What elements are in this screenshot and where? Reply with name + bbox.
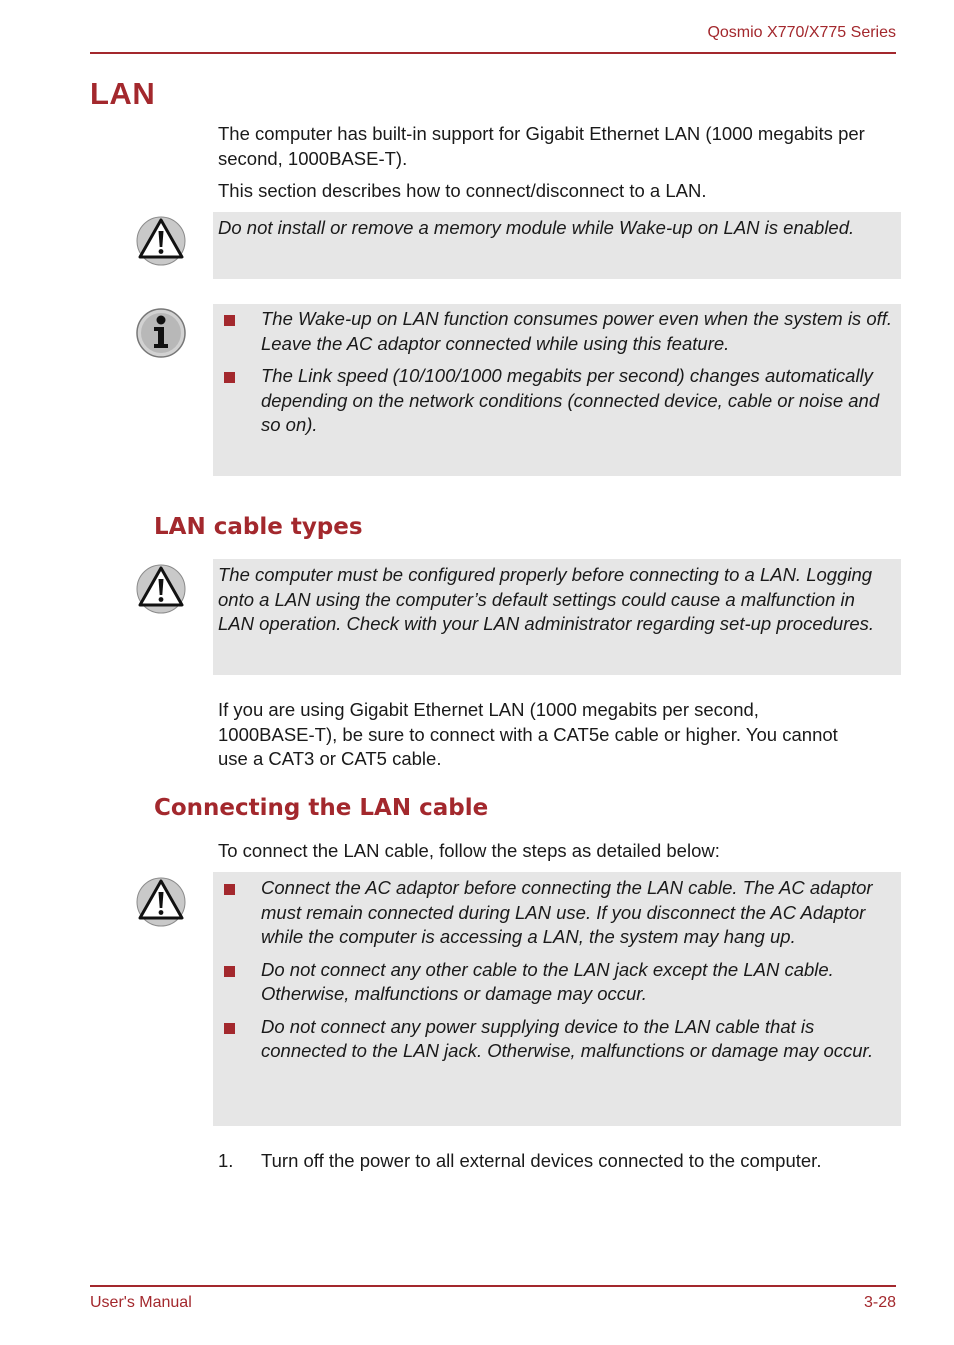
caution-box-connecting xyxy=(213,872,901,1126)
footer-rule xyxy=(90,1285,896,1287)
list-item: Connect the AC adaptor before connecting the LAN cable. The AC adaptor must remain connected during LAN use. If you disconnect the AC Adaptor while the computer is accessing a LAN, the system may hang up. xyxy=(218,876,893,950)
list-item: Do not connect any power supplying device to the LAN cable that is connected to the LAN jack. Otherwise, malfunctions or damage may occur. xyxy=(218,1015,893,1064)
info-icon xyxy=(136,308,186,358)
note-box-wake-on-lan xyxy=(213,304,901,476)
caution-text: The computer must be configured properly before connecting to a LAN. Logging onto a LAN using the computer’s default settings could cause a malfunction in LAN operation. Check with your LAN administrator regarding set-up procedures. xyxy=(218,564,875,634)
cable-types-paragraph: If you are using Gigabit Ethernet LAN (1000 megabits per second, 1000BASE-T), be sure to connect with a CAT5e cable or higher. You cannot use a CAT3 or CAT5 cable. xyxy=(218,699,838,769)
header-series: Qosmio X770/X775 Series xyxy=(707,24,896,41)
list-item: The Wake-up on LAN function consumes power even when the system is off. Leave the AC adaptor connected while using this feature. xyxy=(218,307,893,356)
page-title: LAN xyxy=(90,76,156,111)
bullet-icon xyxy=(224,966,235,977)
intro-paragraph-2: This section describes how to connect/disconnect to a LAN. xyxy=(218,180,707,201)
bullet-icon xyxy=(224,1023,235,1034)
footer-page-number: 3-28 xyxy=(863,1294,896,1311)
bullet-icon xyxy=(224,315,235,326)
caution-box-memory xyxy=(213,212,901,279)
list-item: Do not connect any other cable to the LAN jack except the LAN cable. Otherwise, malfunctions or damage may occur. xyxy=(218,958,893,1007)
bullet-icon xyxy=(224,884,235,895)
caution-text: Do not install or remove a memory module while Wake-up on LAN is enabled. xyxy=(218,217,855,238)
bullet-icon xyxy=(224,372,235,383)
section-heading-connecting: Connecting the LAN cable xyxy=(154,795,489,821)
warning-triangle-icon xyxy=(136,564,186,614)
step-number: 1. xyxy=(218,1150,234,1171)
footer-manual-label: User's Manual xyxy=(90,1294,192,1311)
caution-box-configuration xyxy=(213,559,901,675)
section-heading-cable-types: LAN cable types xyxy=(154,514,363,540)
header-rule xyxy=(90,52,896,54)
warning-triangle-icon xyxy=(136,216,186,266)
connecting-paragraph: To connect the LAN cable, follow the steps as detailed below: xyxy=(218,840,720,861)
list-item: The Link speed (10/100/1000 megabits per second) changes automatically depending on the network conditions (connected device, cable or noise and so on). xyxy=(218,364,893,438)
intro-paragraph-1: The computer has built-in support for Gigabit Ethernet LAN (1000 megabits per second, 1000BASE-T). xyxy=(218,123,865,169)
step-text: Turn off the power to all external devices connected to the computer. xyxy=(261,1150,822,1171)
warning-triangle-icon xyxy=(136,877,186,927)
